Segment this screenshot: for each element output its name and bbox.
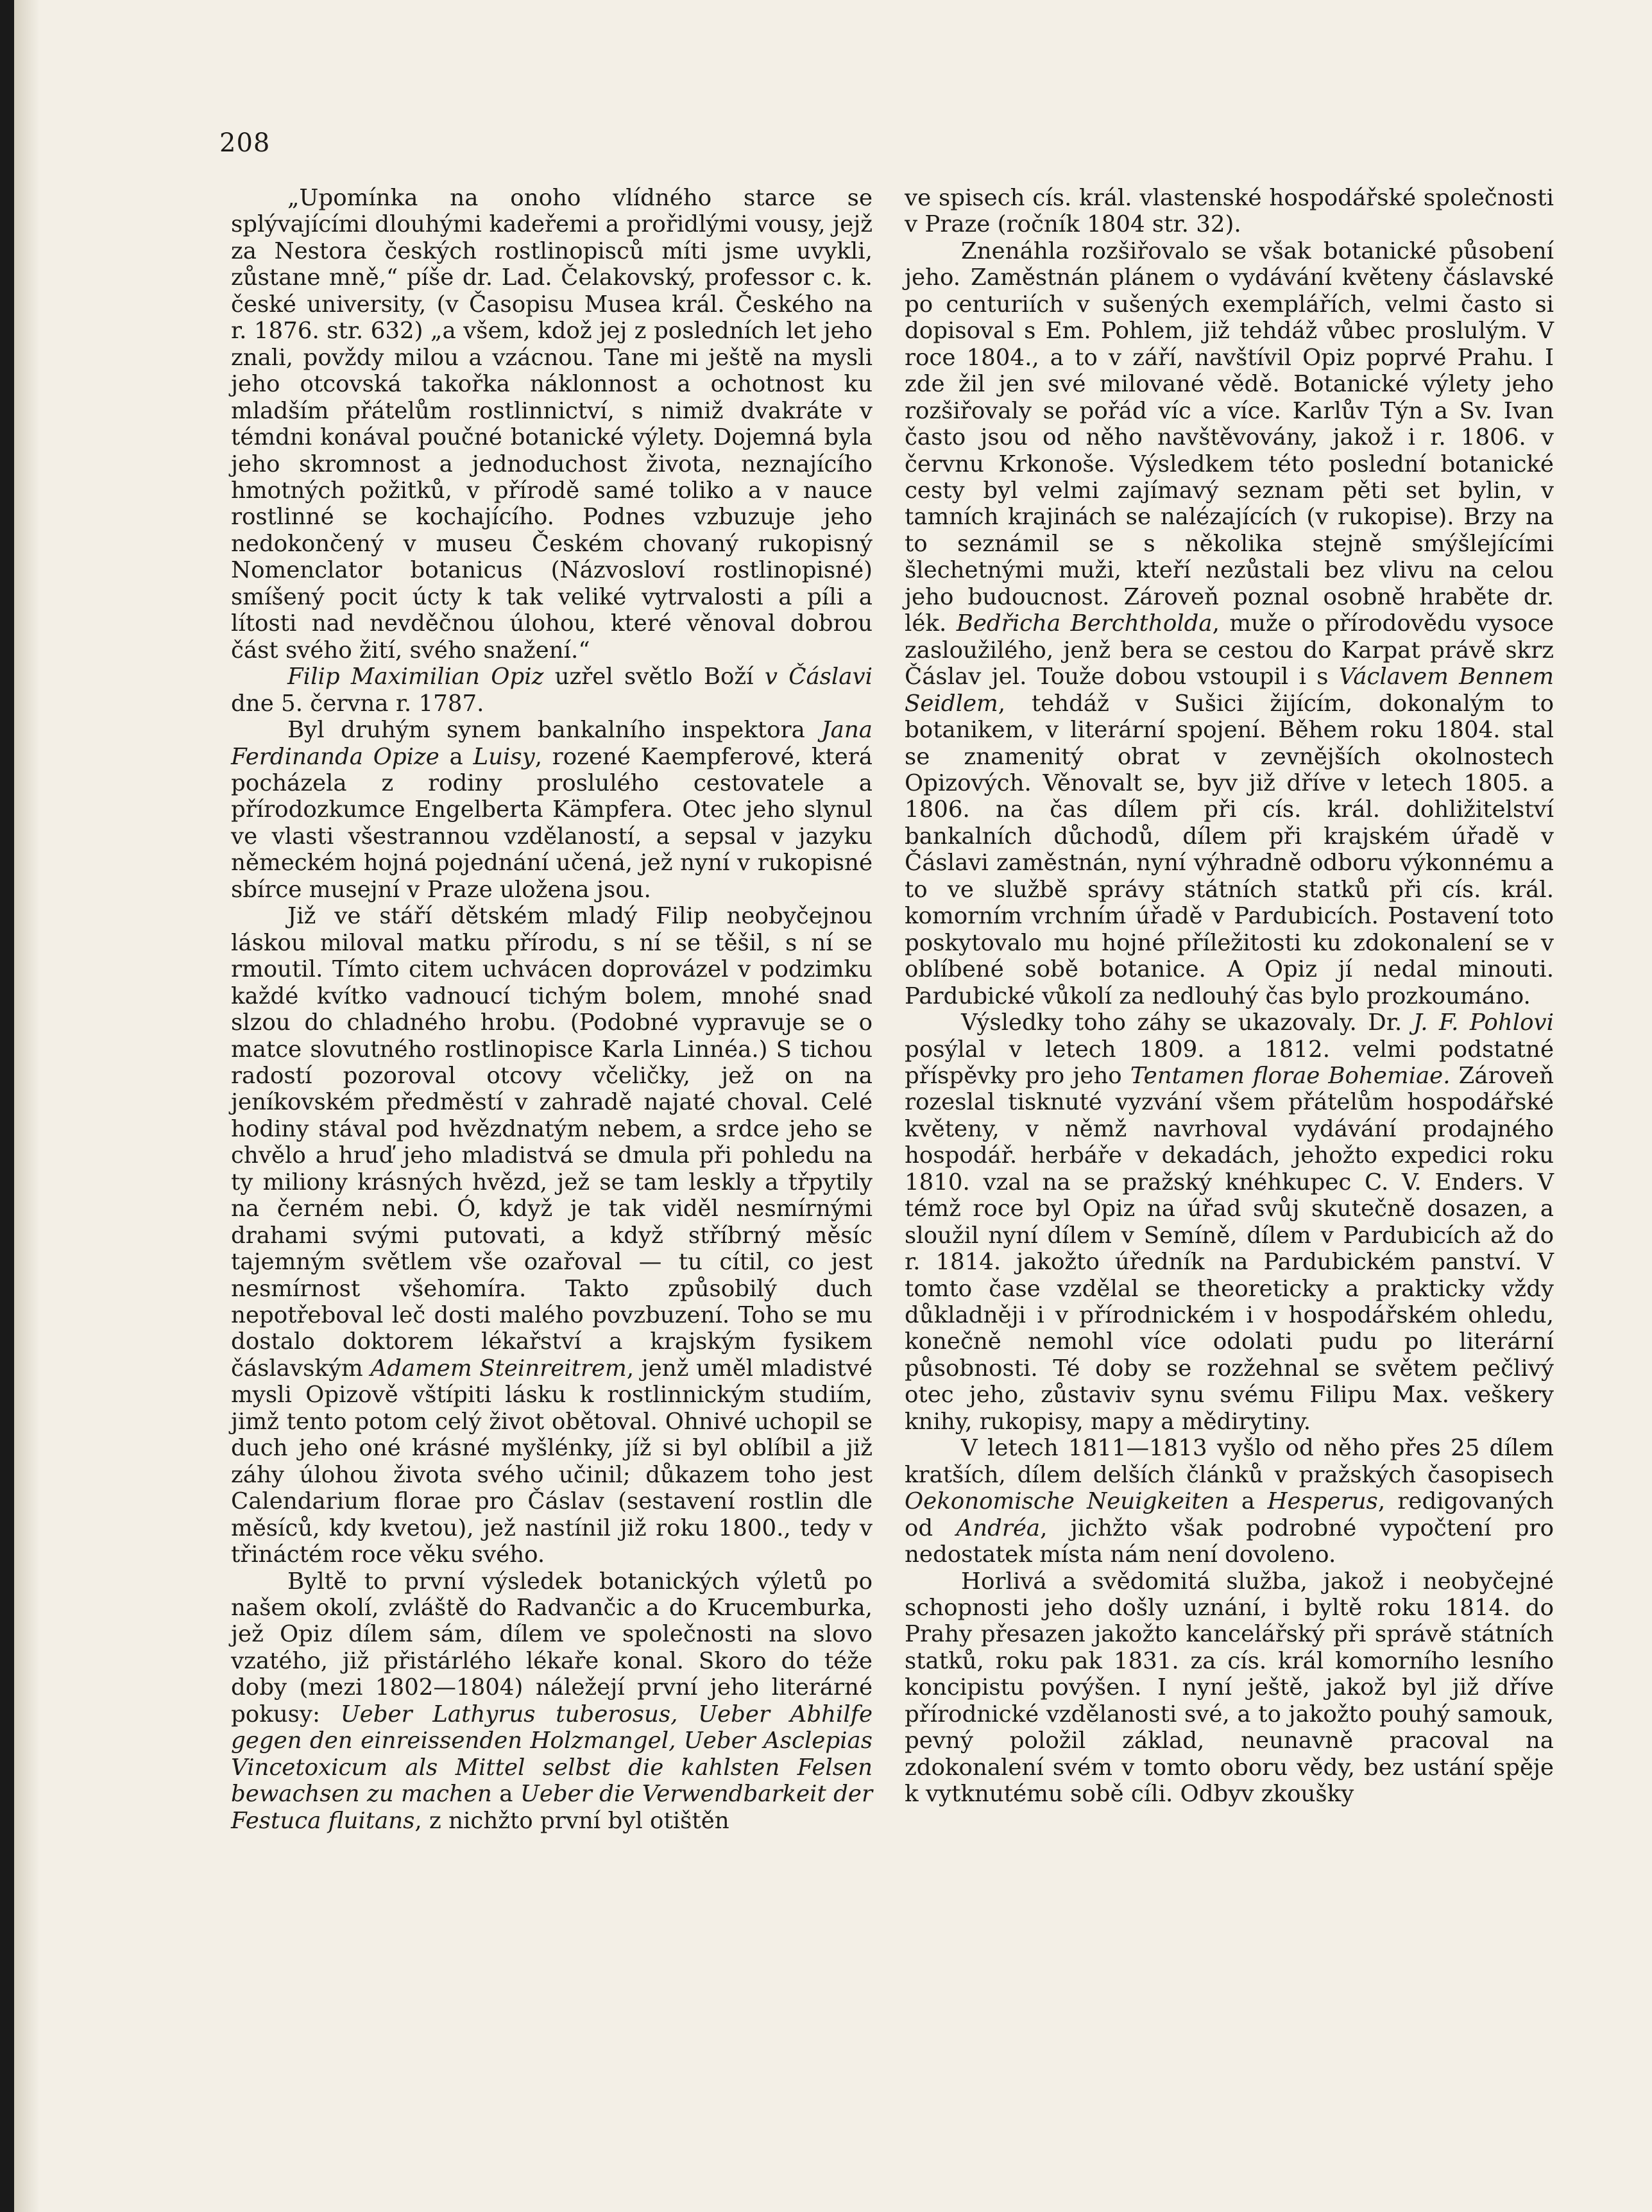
text-run: a xyxy=(1229,1488,1268,1515)
text-run: a xyxy=(491,1781,520,1808)
text-run: „Upomínka na onoho vlídného starce se splývajícími dlouhými kadeřemi a prořidlými vousy, jejž za Nestora českých rostlinopisců míti jsme uvykli, zůstane mně,“ píše dr. Lad. Čelakovský, professor c. k. české university, (v Časopisu Musea král. Českého na r. 1876. str. 632) „a všem, kdož jej z posledních let jeho znali, povždy milou a vzácnou. Tane mi ještě na mysli jeho otcovská takořka náklonnost a ochotnost ku mladším přátelům rostlinnictví, s nimiž dvakráte v témdni konával poučné botanické výlety. Dojemná byla jeho skromnost a jednoduchost života, neznajícího hmotných požitků, v přírodě samé toliko a v nauce rostlinné se kochajícího. Podnes vzbuzuje jeho nedokončený v museu Českém chovaný rukopisný Nomenclator botanicus (Názvosloví rostlinopisné) smíšený pocit úcty k tak veliké vytrvalosti a píli a lítosti nad nevděčnou úlohou, které věnoval dobrou část svého žití, svého snažení.“ xyxy=(231,185,873,664)
text-run: a xyxy=(439,743,473,770)
text-run: Horlivá a svědomitá služba, jakož i neobyčejné schopnosti jeho došly uznání, i byltě roku 1814. do Prahy přesazen jakožto kancelářský při správě státních statků, roku pak 1831. za cís. král komorního lesního koncipistu povýšen. I nyní ještě, jakož byl již dříve přírodnické vzdělanosti své, a to jakožto pouhý samouk, pevný položil základ, neunavně pracoval na zdokonalení svém v tomto oboru vědy, bez ustání spěje k vytknutému sobě cíli. Odbyv zkoušky xyxy=(905,1568,1554,1808)
text-run: Zároveň rozeslal tisknuté vyzvání všem přátelům hospodářské květeny, v němž navrhoval vydávání prodajného hospodář. herbáře v dekadách, jehožto expedici roku 1810. vzal na se pražský knéhkupec C. V. Enders. V témž roce byl Opiz na úřad svůj skutečně dosazen, a sloužil nyní dílem v Semíně, dílem v Pardubicích až do r. 1814. jakožto úředník na Pardubickém panství. V tomto čase vzdělal se theoreticky a prakticky vždy důkladněji i v přírodnickém i v hospodářském ohledu, konečně nemohl více odolati pudu po literární působnosti. Té doby se rozžehnal se světem pečlivý otec jeho, zůstaviv synu svému Filipu Max. veškery knihy, rukopisy, mapy a mědirytiny. xyxy=(905,1062,1554,1435)
text-run: , redigovaných od xyxy=(905,1488,1554,1541)
italic-text: Hesperus xyxy=(1267,1488,1378,1515)
italic-text: J. F. Pohlovi xyxy=(1413,1009,1554,1036)
scan-edge xyxy=(0,0,14,2212)
italic-text: Ueber die Verwendbarkeit der Festuca fluitans xyxy=(231,1781,873,1834)
text-run: Znenáhla rozšiřovalo se však botanické působení jeho. Zaměstnán plánem o vydávání květeny čáslavské po centuriích v sušených exemplářích, velmi často si dopisoval s Em. Pohlem, již tehdáž vůbec proslulým. V roce 1804., a to v září, navštívil Opiz poprvé Prahu. I zde žil jen své milované vědě. Botanické výlety jeho rozšiřovaly se pořád víc a více. Karlův Týn a Sv. Ivan často jsou od něho navštěvovány, jakož i r. 1806. v červnu Krkonoše. Výsledkem této poslední botanické cesty byl velmi zajímavý seznam pěti set bylin, v tamních krajinách se nalézajících (v rukopise). Brzy na to seznámil se s několika stejně smýšlejícími šlechetnými muži, kteří nezůstali bez vlivu na celou jeho budoucnost. Zároveň poznal osobně hraběte dr. lék. xyxy=(905,237,1554,637)
italic-text: Adamem Steinreitrem xyxy=(370,1355,627,1382)
paragraph xyxy=(905,1568,1554,1808)
text-run: , muže o přírodovědu vysoce zasloužilého, jenž bera se cestou do Karpat právě skrz Čáslav jel. Touže dobou vstoupil i s xyxy=(905,610,1554,690)
paragraph xyxy=(231,664,873,717)
paragraph xyxy=(231,903,873,1568)
italic-text: v Čáslavi xyxy=(764,664,873,690)
paragraph xyxy=(231,1568,873,1835)
text-run: posýlal v letech 1809. a 1812. velmi podstatné příspěvky pro jeho xyxy=(905,1036,1554,1089)
page-gutter-shadow xyxy=(14,0,40,2212)
text-run: , jichžto však podrobné vypočtení pro nedostatek místa nám není dovoleno. xyxy=(905,1514,1554,1568)
paragraph xyxy=(905,1435,1554,1568)
italic-text: Ueber Lathyrus tuberosus, Ueber Abhilfe gegen den einreissenden Holzmangel, Ueber Asclepias Vincetoxicum als Mittel selbst die kahlsten Felsen bewachsen zu machen xyxy=(231,1701,873,1808)
text-run: , z nichžto první byl otištěn xyxy=(414,1807,729,1834)
italic-text: Oekonomische Neuigkeiten xyxy=(905,1488,1229,1515)
text-run: ve spisech cís. král. vlastenské hospodářské společnosti v Praze (ročník 1804 str. 32). xyxy=(905,185,1554,238)
left-column xyxy=(231,185,873,1834)
paragraph xyxy=(231,185,873,664)
text-run: , jenž uměl mladistvé mysli Opizově vštípiti lásku k rostlinnickým studiím, jimž tento potom celý život obětoval. Ohnivé uchopil se duch jeho oné krásné myšlénky, jíž si byl oblíbil a již záhy úlohou života svého učinil; důkazem toho jest Calendarium florae pro Čáslav (sestavení rostlin dle měsíců, kdy kvetou), jež nastínil již roku 1800., tedy v třináctém roce věku svého. xyxy=(231,1355,873,1568)
italic-text: Andréa xyxy=(956,1514,1041,1541)
italic-text: Jana Ferdinanda Opize xyxy=(231,717,873,770)
paragraph xyxy=(905,185,1554,238)
text-run: Byltě to první výsledek botanických výletů po našem okolí, zvláště do Radvančic a do Krucemburka, jež Opiz dílem sám, dílem ve společnosti na slovo vzatého, již přistárlého lékaře konal. Skoro do téže doby (mezi 1802—1804) náležejí první jeho literárné pokusy: xyxy=(231,1568,873,1728)
text-run: , rozené Kaempferové, která pocházela z rodiny proslulého cestovatele a přírodozkumce Engelberta Kämpfera. Otec jeho slynul ve vlasti všestrannou vzdělaností, a sepsal v jazyku německém hojná pojednání učená, jež nyní v rukopisné sbírce musejní v Praze uložena jsou. xyxy=(231,743,873,903)
paragraph xyxy=(905,1009,1554,1435)
text-run: Byl druhým synem bankalního inspektora xyxy=(287,717,822,744)
text-run: , tehdáž v Sušici žijícím, dokonalým to botanikem, v literární spojení. Během roku 1804. stal se znamenitý obrat v zevnějších okolnostech Opizových. Věnovalt se, byv již dříve v letech 1805. a 1806. na čas dílem při cís. král. dohližitelství bankalních důchodů, dílem při krajském úřadě v Čáslavi zaměstnán, nyní výhradně odboru výkonnému a to ve službě správy státních statků při cís. král. komorním vrchním úřadě v Pardubicích. Postavení toto poskytovalo mu hojné příležitosti ku zdokonalení se v oblíbené sobě botanice. A Opiz jí nedal minouti. Pardubické vůkolí za nedlouhý čas bylo prozkoumáno. xyxy=(905,690,1554,1009)
text-run: dne 5. června r. 1787. xyxy=(231,690,484,717)
italic-text: Bedřicha Berchtholda xyxy=(956,610,1213,637)
page-number: 208 xyxy=(219,128,271,158)
text-run: V letech 1811—1813 vyšlo od něho přes 25 dílem kratších, dílem delších článků v pražských časopisech xyxy=(905,1435,1554,1488)
text-run: uzřel světlo Boží xyxy=(543,664,765,690)
right-column xyxy=(905,185,1554,1808)
paragraph xyxy=(905,238,1554,1009)
italic-text: Tentamen florae Bohemiae. xyxy=(1130,1062,1451,1089)
italic-text: Luisy xyxy=(473,743,535,770)
italic-text: Václavem Bennem Seidlem xyxy=(905,664,1554,717)
text-run: Výsledky toho záhy se ukazovaly. Dr. xyxy=(961,1009,1413,1036)
italic-text: Filip Maximilian Opiz xyxy=(287,664,544,690)
paragraph xyxy=(231,717,873,903)
text-run: Již ve stáří dětském mladý Filip neobyčejnou láskou miloval matku přírodu, s ní se těšil, s ní se rmoutil. Tímto citem uchvácen doprovázel v podzimku každé kvítko vadnoucí tichým bolem, mnohé snad slzou do chladného hrobu. (Podobné vypravuje se o matce slovutného rostlinopisce Karla Linnéa.) S tichou radostí pozoroval otcovy včeličky, jež on na jeníkovském předměstí v zahradě najaté choval. Celé hodiny stával pod hvězdnatým nebem, a srdce jeho se chvělo a hruď jeho mladistvá se dmula při pohledu na ty miliony krásných hvězd, jež se tam leskly a třpytily na černém nebi. Ó, když je tak viděl nesmírnými drahami svými putovati, a když stříbrný měsíc tajemným světlem vše ozařoval — tu cítil, co jest nesmírnost všehomíra. Takto způsobilý duch nepotřeboval leč dosti malého povzbuzení. Toho se mu dostalo doktorem lékařství a krajským fysikem čáslavským xyxy=(231,903,873,1382)
